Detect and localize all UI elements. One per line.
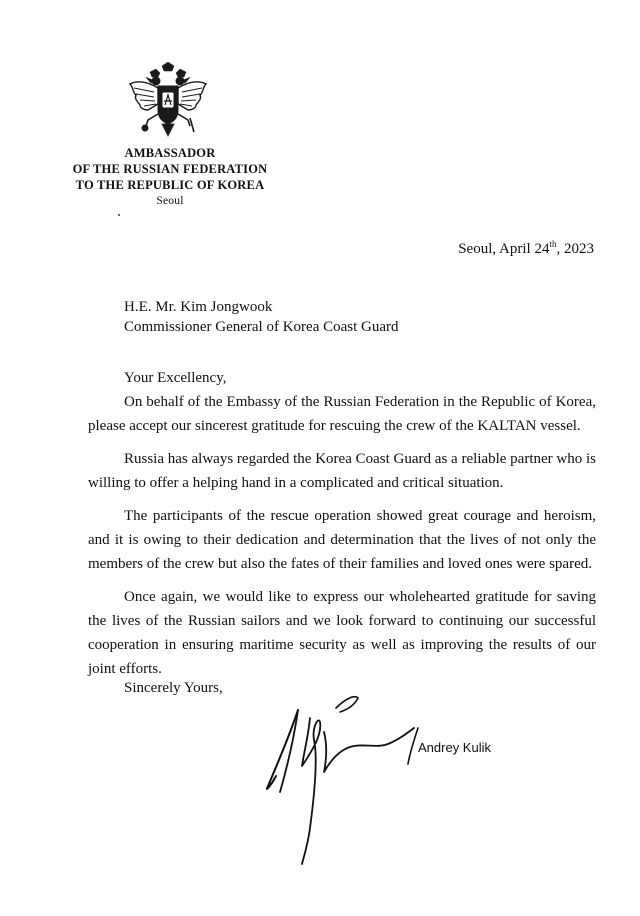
- header-title-line1: AMBASSADOR: [124, 146, 216, 160]
- header-title-line3: TO THE REPUBLIC OF KOREA: [75, 178, 265, 192]
- closing-line: Sincerely Yours,: [124, 680, 223, 696]
- body-paragraph-2: Russia has always regarded the Korea Coast Guard as a reliable partner who is willing to offer a helping hand in a complicated and critical situation.: [88, 451, 596, 491]
- signer-name: Andrey Kulik: [418, 740, 491, 755]
- date-prefix: Seoul, April 24: [458, 241, 550, 257]
- handwritten-signature: [258, 688, 428, 868]
- ink-dot: [118, 214, 120, 216]
- letter-body: [88, 366, 596, 690]
- sender-header: [60, 145, 280, 209]
- letter-date: [458, 241, 594, 258]
- body-paragraph-3: The participants of the rescue operation showed great courage and heroism, and it is owing to their dedication and determination that the lives of not only the members of the crew but also the fates of their families and loved ones were spared.: [88, 508, 596, 572]
- salutation: Your Excellency,: [124, 370, 227, 386]
- addressee-name: H.E. Mr. Kim Jongwook: [124, 299, 273, 315]
- addressee-title: Commissioner General of Korea Coast Guard: [124, 319, 399, 335]
- header-city: Seoul: [156, 195, 184, 207]
- body-paragraph-4: Once again, we would like to express our wholehearted gratitude for saving the lives of the Russian sailors and we look forward to continuing our successful cooperation in ensuring maritime security as well as improving the results of our joint efforts.: [88, 589, 596, 677]
- header-title-line2: OF THE RUSSIAN FEDERATION: [72, 162, 268, 176]
- addressee-block: [124, 297, 399, 337]
- date-year: , 2023: [556, 241, 594, 257]
- body-paragraph-1: On behalf of the Embassy of the Russian Federation in the Republic of Korea, please accept our sincerest gratitude for rescuing the crew of the KALTAN vessel.: [88, 394, 596, 434]
- date-ordinal-suffix: th: [549, 239, 557, 249]
- russian-coat-of-arms-emblem: [128, 62, 208, 140]
